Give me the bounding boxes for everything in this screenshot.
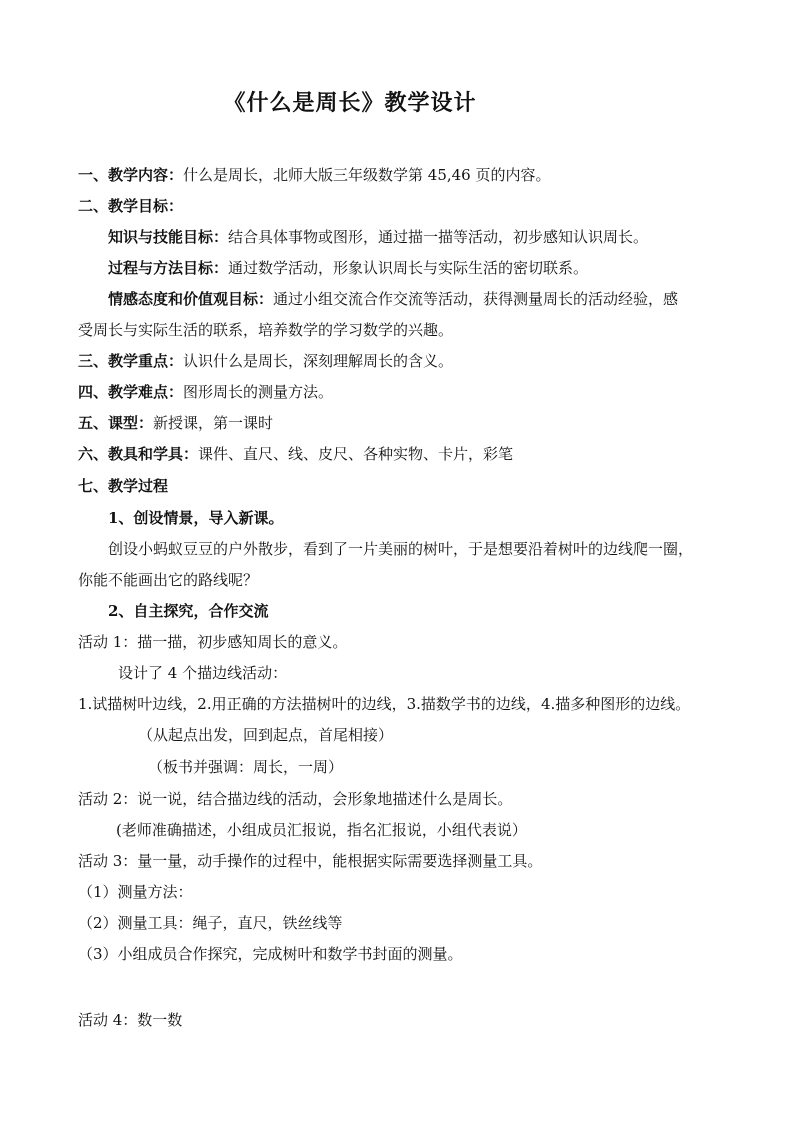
activity2-note: (老师准确描述，小组成员汇报说，指名汇报说，小组代表说） xyxy=(116,821,527,839)
teaching-content-label: 一、教学内容： xyxy=(78,166,184,184)
key-point-label: 三、教学重点： xyxy=(78,352,184,370)
activity1-line: 活动 1：描一描，初步感知周长的意义。 xyxy=(78,633,348,651)
lesson-type-line xyxy=(78,413,273,433)
emotion-objective-label: 情感态度和价值观目标： xyxy=(108,290,274,308)
key-point-text: 认识什么是周长，深刻理解周长的含义。 xyxy=(183,352,454,370)
knowledge-objective-line xyxy=(108,227,648,247)
activity1-note1: （从起点出发，回到起点，首尾相接） xyxy=(138,726,394,744)
page-title: 《什么是周长》教学设计 xyxy=(223,90,477,116)
teaching-content-line xyxy=(78,165,551,185)
emotion-objective-text: 通过小组交流合作交流等活动，获得测量周长的活动经验，感 xyxy=(273,290,679,308)
activity1-note2: （板书并强调：周长，一周） xyxy=(148,758,344,776)
difficulty-line xyxy=(78,382,333,402)
process-objective-text: 通过数学活动，形象认识周长与实际生活的密切联系。 xyxy=(228,259,589,277)
activity4-line: 活动 4：数一数 xyxy=(78,1011,183,1029)
difficulty-text: 图形周长的测量方法。 xyxy=(183,383,334,401)
activity1-sub: 设计了 4 个描边线活动： xyxy=(118,664,288,682)
key-point-line xyxy=(78,351,453,371)
tools-label: 六、教具和学具： xyxy=(78,445,199,463)
knowledge-objective-label: 知识与技能目标： xyxy=(108,228,229,246)
tools-line xyxy=(78,444,513,464)
emotion-objective-line xyxy=(108,289,678,309)
activity2-line: 活动 2：说一说，结合描边线的活动，会形象地描述什么是周长。 xyxy=(78,790,513,808)
knowledge-objective-text: 结合具体事物或图形，通过描一描等活动，初步感知认识周长。 xyxy=(228,228,649,246)
difficulty-label: 四、教学难点： xyxy=(78,383,184,401)
emotion-objective-continuation: 受周长与实际生活的联系，培养数学的学习数学的兴趣。 xyxy=(78,321,454,339)
activity3-line: 活动 3：量一量，动手操作的过程中，能根据实际需要选择测量工具。 xyxy=(78,852,543,870)
lesson-type-label: 五、课型： xyxy=(78,414,154,432)
tools-text: 课件、直尺、线、皮尺、各种实物、卡片，彩笔 xyxy=(198,445,514,463)
objectives-heading: 二、教学目标： xyxy=(78,197,184,215)
step1-title: 1、创设情景，导入新课。 xyxy=(108,509,284,527)
process-heading: 七、教学过程 xyxy=(78,477,169,495)
teaching-content-text: 什么是周长，北师大版三年级数学第 45,46 页的内容。 xyxy=(183,166,551,184)
lesson-type-text: 新授课，第一课时 xyxy=(153,414,274,432)
activity3-item2: （2）测量工具：绳子，直尺，铁丝线等 xyxy=(78,914,343,932)
process-objective-label: 过程与方法目标： xyxy=(108,259,229,277)
activity3-item1: （1）测量方法： xyxy=(78,883,193,901)
step1-text: 创设小蚂蚁豆豆的户外散步，看到了一片美丽的树叶，于是想要沿着树叶的边线爬一圈， xyxy=(108,540,694,558)
activity1-list: 1.试描树叶边线，2.用正确的方法描树叶的边线，3.描数学书的边线，4.描多种图形的边线。 xyxy=(78,695,691,713)
step1-text-continuation: 你能不能画出它的路线呢？ xyxy=(78,571,259,589)
step2-title: 2、自主探究，合作交流 xyxy=(108,602,269,620)
activity3-item3: （3）小组成员合作探究，完成树叶和数学书封面的测量。 xyxy=(78,945,463,963)
process-objective-line xyxy=(108,258,588,278)
